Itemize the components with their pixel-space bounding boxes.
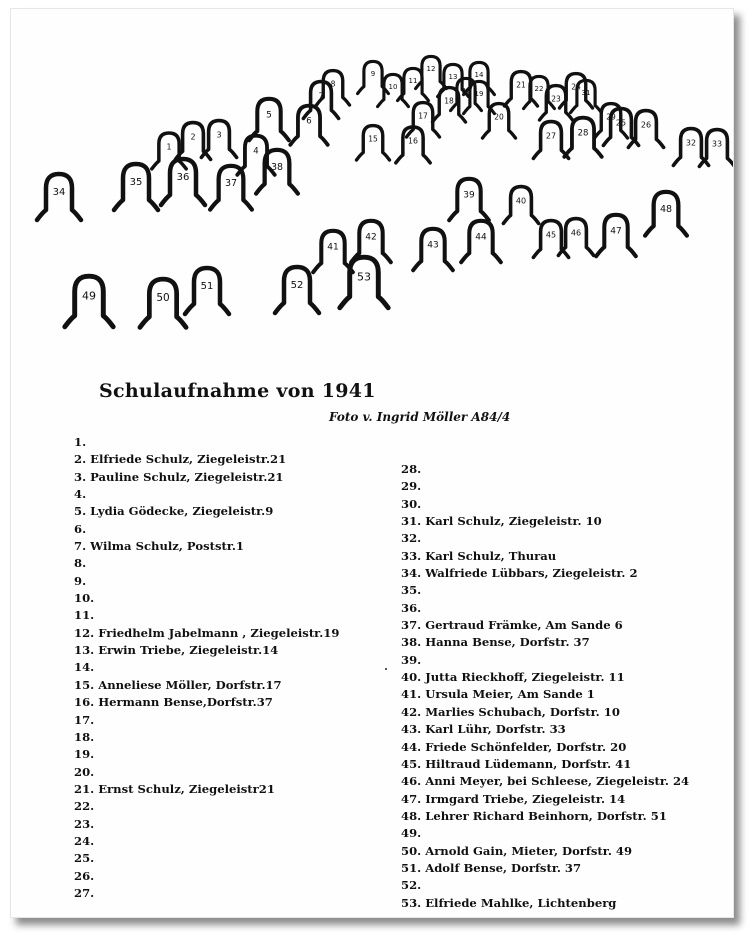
silhouette-number: 28 bbox=[577, 128, 589, 139]
legend-left-column bbox=[74, 434, 339, 902]
legend-entry: 1. bbox=[74, 435, 87, 449]
student-silhouette bbox=[140, 279, 186, 327]
student-silhouette bbox=[256, 150, 298, 194]
photo-credit: Foto v. Ingrid Möller A84/4 bbox=[329, 410, 511, 424]
student-silhouette bbox=[533, 122, 568, 159]
legend-entry: 48. Lehrer Richard Beinhorn, Dorfstr. 51 bbox=[401, 808, 667, 823]
legend-entry: 7. Wilma Schulz, Poststr.1 bbox=[74, 539, 244, 554]
student-silhouette bbox=[185, 268, 229, 314]
student-silhouette bbox=[357, 126, 390, 161]
student-silhouette bbox=[483, 104, 516, 139]
silhouette-number: 20 bbox=[494, 112, 504, 122]
silhouette-number: 51 bbox=[200, 281, 214, 292]
silhouette-number: 53 bbox=[357, 270, 371, 284]
silhouette-number: 36 bbox=[176, 172, 190, 183]
silhouette-number: 46 bbox=[570, 228, 582, 238]
student-silhouette bbox=[596, 215, 636, 256]
silhouette-number: 35 bbox=[129, 177, 143, 188]
silhouette-number: 29 bbox=[606, 112, 616, 122]
silhouette-number: 12 bbox=[426, 65, 436, 74]
silhouette-number: 30 bbox=[461, 87, 471, 96]
legend-entry: 43. Karl Lühr, Dorfstr. 33 bbox=[401, 722, 566, 737]
legend-entry: 40. Jutta Rieckhoff, Ziegeleistr. 11 bbox=[401, 670, 625, 685]
silhouette-number: 13 bbox=[448, 73, 458, 82]
student-silhouette bbox=[37, 174, 81, 220]
student-silhouette bbox=[699, 130, 733, 167]
legend-entry: 27. bbox=[74, 885, 95, 900]
student-silhouette bbox=[413, 229, 453, 270]
legend-entry: 37. Gertraud Främke, Am Sande 6 bbox=[401, 618, 623, 633]
silhouette-number: 31 bbox=[581, 89, 591, 98]
legend-entry: 26. bbox=[74, 868, 95, 883]
legend-entry: 29. bbox=[401, 479, 422, 494]
legend-entry: 38. Hanna Bense, Dorfstr. 37 bbox=[401, 635, 590, 650]
student-silhouette bbox=[65, 276, 113, 327]
student-silhouette bbox=[503, 187, 538, 224]
silhouette-number: 38 bbox=[270, 161, 284, 173]
legend-entry: 17. bbox=[74, 712, 95, 727]
silhouette-number: 4 bbox=[253, 146, 259, 157]
legend-entry: 4. bbox=[74, 487, 87, 502]
silhouette-number: 9 bbox=[370, 70, 376, 79]
legend-entry: 32. bbox=[401, 531, 422, 546]
silhouette-number: 7 bbox=[318, 91, 324, 101]
silhouette-number: 19 bbox=[474, 90, 484, 99]
silhouette-number: 8 bbox=[330, 79, 336, 89]
silhouette-number: 18 bbox=[444, 96, 454, 106]
legend-entry: 11. bbox=[74, 608, 95, 623]
student-silhouette bbox=[210, 166, 252, 210]
stray-dot bbox=[385, 668, 387, 670]
silhouette-number: 34 bbox=[52, 187, 66, 198]
legend-entry: 21. Ernst Schulz, Ziegeleistr21 bbox=[74, 781, 275, 796]
legend-entry: 14. bbox=[74, 660, 95, 675]
legend-entry: 2. Elfriede Schulz, Ziegeleistr.21 bbox=[74, 452, 287, 467]
legend-entry: 31. Karl Schulz, Ziegeleistr. 10 bbox=[401, 514, 602, 529]
legend-entry: 18. bbox=[74, 729, 95, 744]
silhouette-number: 45 bbox=[545, 230, 557, 240]
legend-entry: 25. bbox=[74, 851, 95, 866]
legend-entry: 24. bbox=[74, 833, 95, 848]
legend-entry: 8. bbox=[74, 556, 87, 571]
student-silhouette bbox=[461, 221, 501, 262]
student-silhouette bbox=[524, 76, 555, 108]
legend-entry: 35. bbox=[401, 583, 422, 598]
silhouette-number: 48 bbox=[659, 203, 673, 215]
legend-entry: 36. bbox=[401, 600, 422, 615]
legend-entry: 13. Erwin Triebe, Ziegeleistr.14 bbox=[74, 643, 279, 658]
silhouette-number: 40 bbox=[515, 196, 527, 206]
legend-entry: 51. Adolf Bense, Dorfstr. 37 bbox=[401, 860, 582, 875]
legend-entry: 30. bbox=[401, 496, 422, 511]
document-page bbox=[10, 8, 734, 918]
legend-entry: 49. bbox=[401, 826, 422, 841]
page-title: Schulaufnahme von 1941 bbox=[99, 380, 376, 402]
silhouette-number: 17 bbox=[418, 111, 428, 121]
student-silhouette bbox=[628, 111, 663, 148]
student-silhouette bbox=[201, 121, 236, 158]
silhouette-number: 32 bbox=[685, 138, 697, 148]
silhouette-number: 24 bbox=[571, 82, 581, 92]
legend-entry: 20. bbox=[74, 764, 95, 779]
silhouette-number: 16 bbox=[408, 136, 418, 146]
legend-entry: 5. Lydia Gödecke, Ziegeleistr.9 bbox=[74, 504, 274, 519]
student-silhouette bbox=[396, 127, 430, 163]
silhouette-number: 5 bbox=[266, 110, 272, 121]
legend-entry: 15. Anneliese Möller, Dorfstr.17 bbox=[74, 677, 282, 692]
student-silhouette bbox=[645, 192, 687, 236]
legend-entry: 23. bbox=[74, 816, 95, 831]
silhouette-number: 22 bbox=[534, 85, 544, 94]
silhouette-number: 43 bbox=[427, 240, 439, 251]
silhouette-number: 11 bbox=[408, 77, 418, 86]
legend-entry: 6. bbox=[74, 521, 87, 536]
student-silhouette bbox=[558, 219, 593, 256]
silhouette-number: 49 bbox=[82, 289, 96, 303]
silhouette-number: 44 bbox=[475, 232, 487, 243]
student-silhouette bbox=[114, 164, 158, 210]
legend-entry: 3. Pauline Schulz, Ziegeleistr.21 bbox=[74, 469, 284, 484]
student-silhouette bbox=[313, 231, 353, 272]
silhouette-number: 37 bbox=[224, 177, 238, 189]
legend-entry: 28. bbox=[401, 462, 422, 476]
legend-right-column bbox=[401, 461, 689, 912]
student-silhouette bbox=[449, 179, 489, 220]
legend-entry: 46. Anni Meyer, bei Schleese, Ziegeleistr. 24 bbox=[401, 774, 690, 789]
silhouette-number: 47 bbox=[610, 226, 622, 237]
legend-entry: 19. bbox=[74, 747, 95, 762]
class-photo-silhouette-key bbox=[11, 9, 733, 369]
silhouette-number: 25 bbox=[615, 118, 627, 128]
legend-entry: 42. Marlies Schubach, Dorfstr. 10 bbox=[401, 704, 620, 719]
silhouette-number: 1 bbox=[166, 142, 172, 152]
legend-entry: 9. bbox=[74, 573, 87, 588]
silhouette-number: 42 bbox=[365, 232, 377, 243]
legend-entry: 39. bbox=[401, 652, 422, 667]
silhouette-number: 2 bbox=[190, 132, 196, 142]
student-silhouette bbox=[249, 99, 289, 140]
silhouette-number: 33 bbox=[711, 139, 723, 149]
legend-entry: 47. Irmgard Triebe, Ziegeleistr. 14 bbox=[401, 791, 626, 806]
silhouette-number: 21 bbox=[516, 80, 526, 90]
legend-entry: 34. Walfriede Lübbars, Ziegeleistr. 2 bbox=[401, 566, 638, 581]
silhouette-number: 15 bbox=[368, 134, 378, 144]
silhouette-number: 50 bbox=[156, 292, 170, 305]
silhouette-number: 52 bbox=[290, 280, 304, 291]
legend-entry: 10. bbox=[74, 591, 95, 606]
silhouette-number: 39 bbox=[463, 190, 475, 201]
legend-entry: 45. Hiltraud Lüdemann, Dorfstr. 41 bbox=[401, 756, 632, 771]
legend-entry: 50. Arnold Gain, Mieter, Dorfstr. 49 bbox=[401, 843, 633, 858]
legend-entry: 41. Ursula Meier, Am Sande 1 bbox=[401, 687, 595, 702]
legend-entry: 16. Hermann Bense,Dorfstr.37 bbox=[74, 695, 273, 710]
silhouette-number: 14 bbox=[474, 71, 484, 80]
legend-entry: 22. bbox=[74, 799, 95, 814]
legend-entry: 12. Friedhelm Jabelmann , Ziegeleistr.19 bbox=[74, 625, 340, 640]
silhouette-number: 6 bbox=[306, 116, 312, 127]
legend-entry: 53. Elfriede Mahlke, Lichtenberg bbox=[401, 895, 617, 910]
silhouette-number: 10 bbox=[388, 83, 398, 92]
legend-entry: 52. bbox=[401, 878, 422, 893]
silhouette-number: 41 bbox=[327, 242, 339, 253]
legend-entry: 44. Friede Schönfelder, Dorfstr. 20 bbox=[401, 739, 627, 754]
student-silhouette bbox=[433, 88, 466, 123]
legend-entry: 33. Karl Schulz, Thurau bbox=[401, 548, 557, 563]
silhouette-number: 26 bbox=[640, 120, 652, 130]
silhouette-number: 3 bbox=[216, 130, 222, 140]
silhouette-number: 27 bbox=[545, 131, 557, 141]
silhouette-number: 23 bbox=[551, 94, 561, 104]
